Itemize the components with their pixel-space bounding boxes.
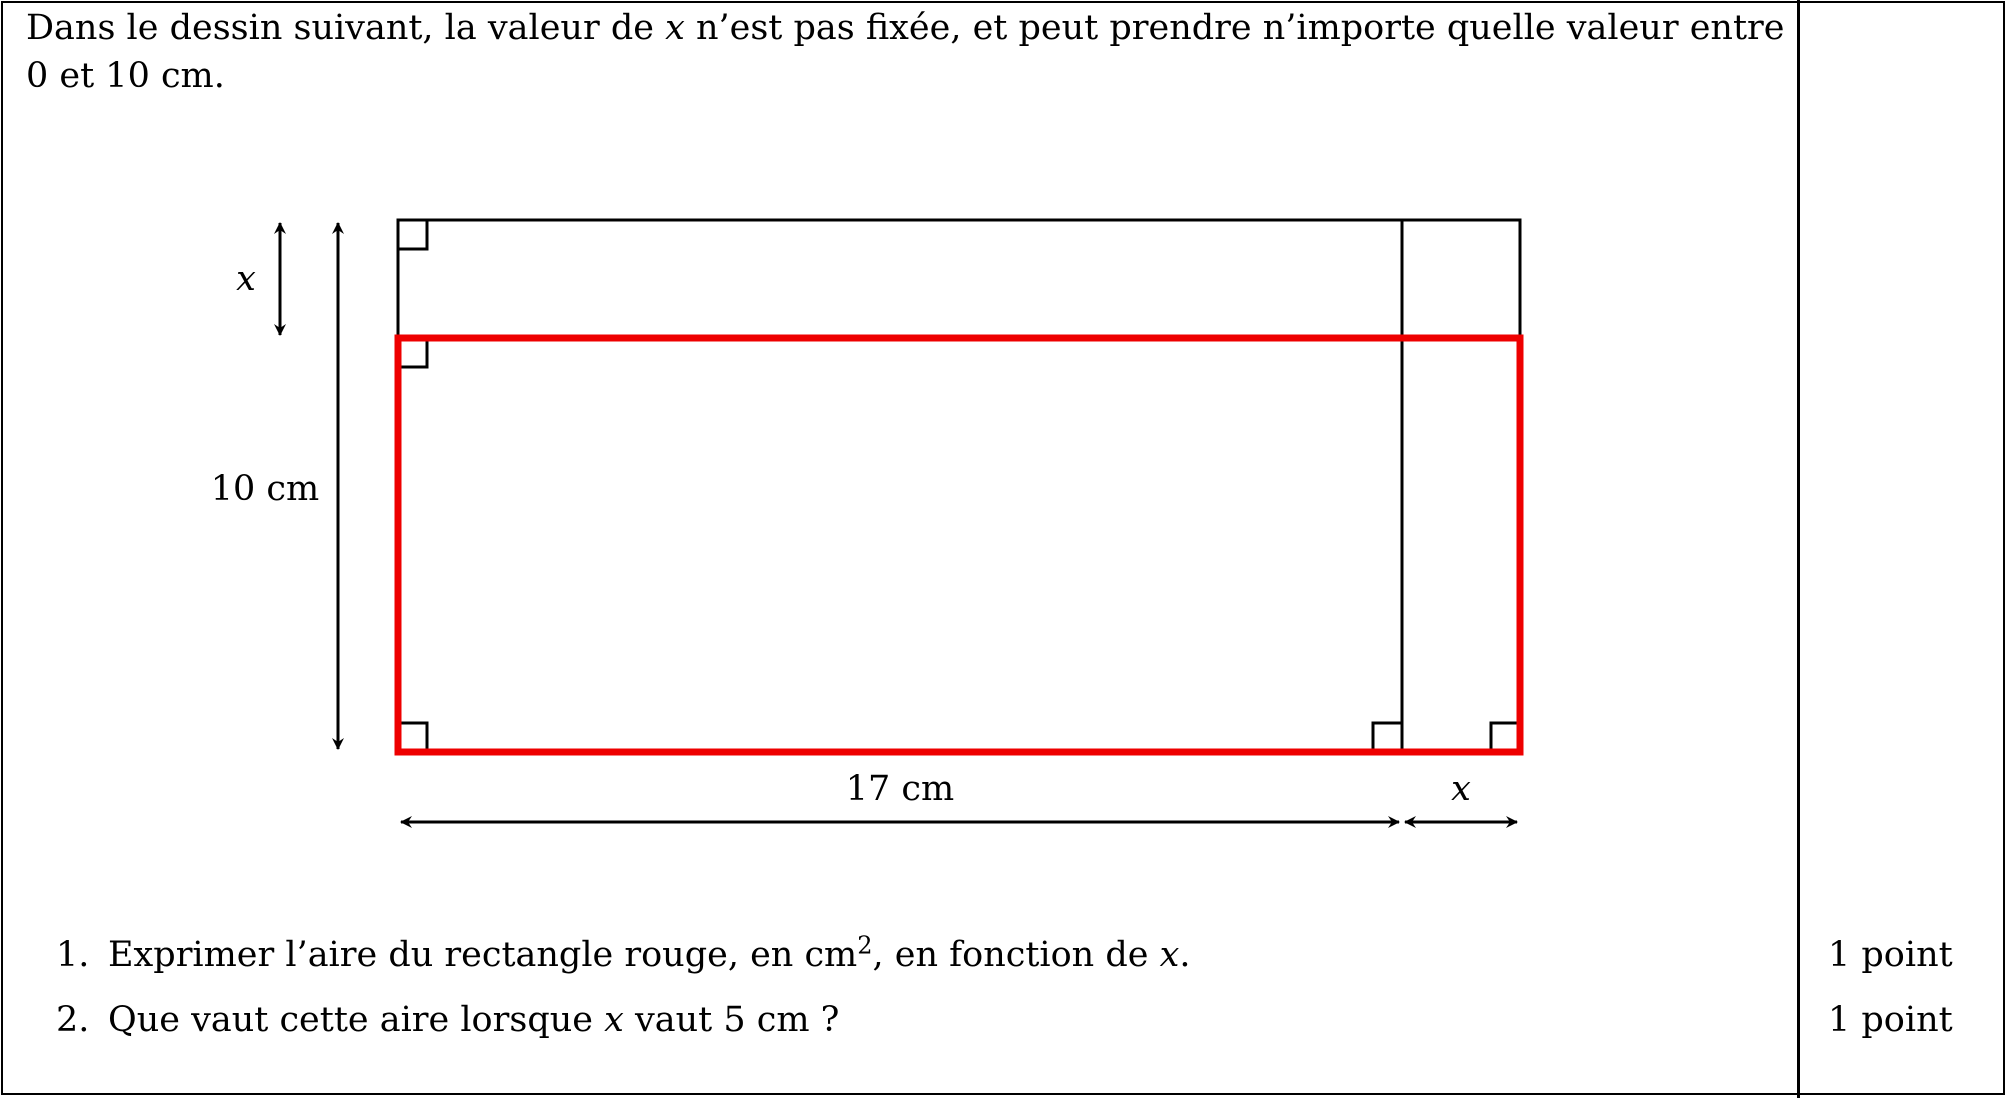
right-angle-mark [398, 220, 427, 249]
right-angle-mark [398, 723, 427, 752]
question-text: , en fonction de [872, 935, 1160, 975]
label-height: 10 cm [210, 469, 320, 509]
intro-text-end: n’est pas fixée, et peut prendre n’importe quelle valeur entre 0 et 10 cm. [26, 8, 1785, 96]
question-number: 2. [56, 1000, 90, 1040]
question-1 [56, 933, 1190, 977]
question-text: Que vaut cette aire lorsque [108, 1000, 605, 1040]
right-angle-mark [1373, 723, 1402, 752]
question-1-points: 1 point [1828, 935, 1953, 975]
question-superscript: 2 [857, 931, 873, 960]
label-x-top: x [236, 259, 256, 299]
label-x-bottom: x [1451, 769, 1471, 809]
question-text: . [1179, 935, 1191, 975]
question-variable-x: x [604, 1000, 624, 1040]
question-2-points: 1 point [1828, 1000, 1953, 1040]
right-angle-mark [398, 338, 427, 367]
question-text: vaut 5 cm ? [623, 1000, 840, 1040]
outer-rectangle [398, 220, 1520, 752]
question-number: 1. [56, 935, 90, 975]
question-2 [56, 998, 839, 1042]
right-angle-mark [1491, 723, 1520, 752]
intro-variable-x: x [665, 8, 685, 48]
label-width: 17 cm [845, 769, 955, 809]
question-text: Exprimer l’aire du rectangle rouge, en cm [108, 935, 858, 975]
intro-text-start: Dans le dessin suivant, la valeur de [26, 8, 666, 48]
red-rectangle [398, 338, 1520, 752]
question-variable-x: x [1159, 935, 1180, 975]
